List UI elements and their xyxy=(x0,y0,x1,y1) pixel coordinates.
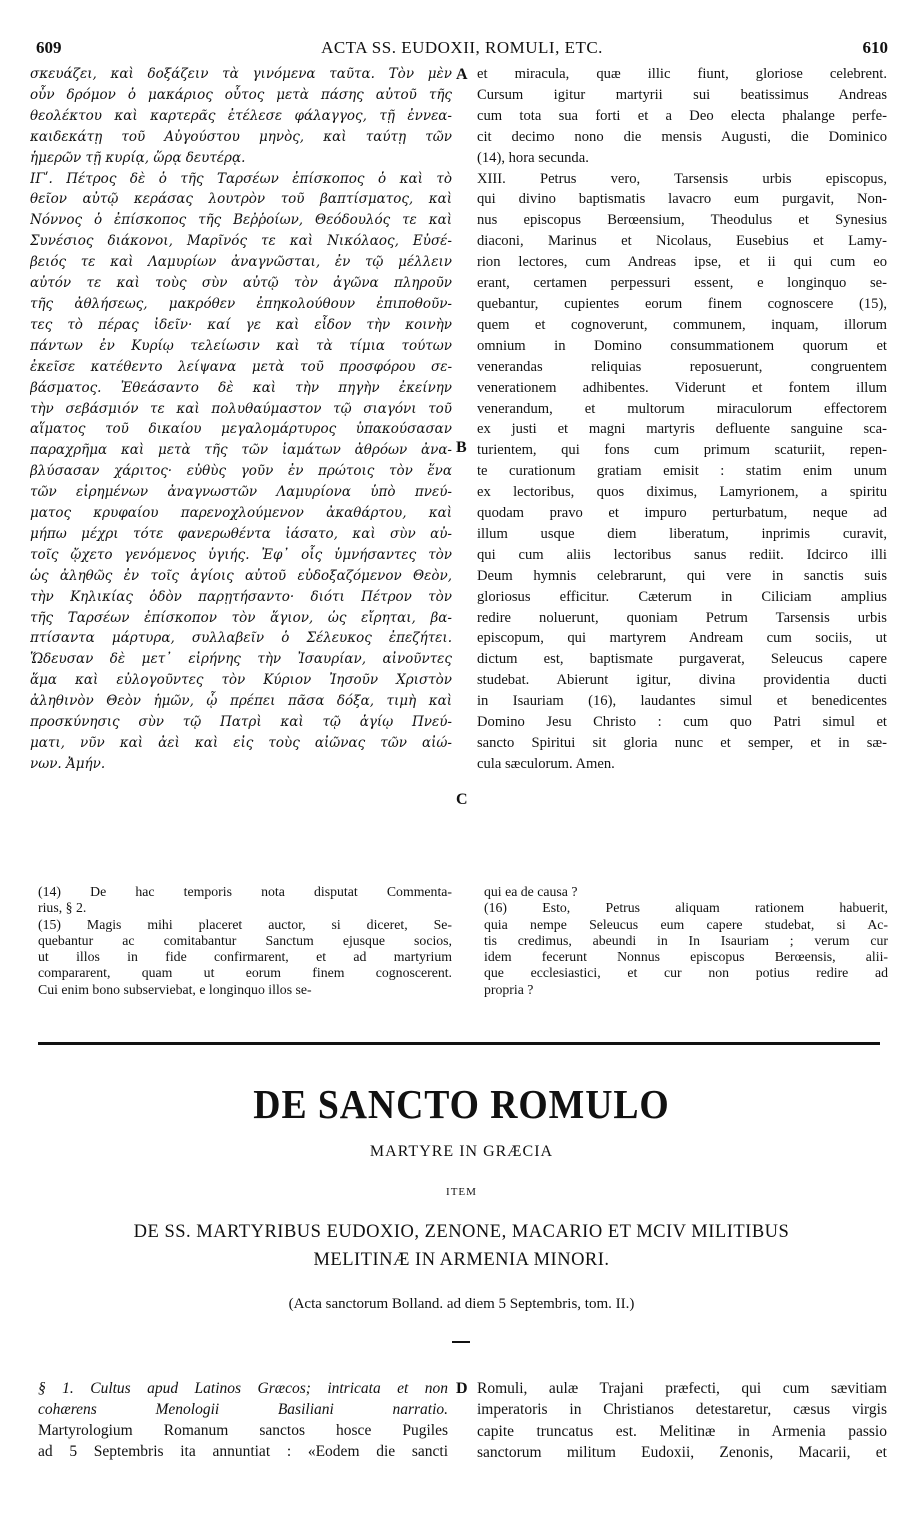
section-text-line: Romuli, aulæ Trajani præfecti, qui cum sævitiam xyxy=(477,1380,887,1397)
martyrs-heading-line2: MELITINÆ IN ARMENIA MINORI. xyxy=(313,1250,610,1270)
greek-text-line: τες τὸ πέρας ἰδεῖν· καί γε καὶ εἶδον τὴν κοινὴν xyxy=(30,316,452,333)
greek-text-line: καιδεκάτῃ τοῦ Αὐγούστου μηνὸς, καὶ ταύτῃ τῶν xyxy=(30,128,452,145)
latin-text-line: quodam pravo et impuro perturbatum, neque ad xyxy=(477,505,887,522)
latin-text-line: venerationem adhibentes. Viderunt et fontem illum xyxy=(477,379,887,396)
greek-text-line: ματι, νῦν καὶ ἀεὶ καὶ εἰς τοὺς αἰῶνας τῶν αἰώ- xyxy=(30,735,452,751)
greek-text-line: βειός τε καὶ Λαμυρίων ἀναγνῶσται, ἐν τῷ μέλλειν xyxy=(30,254,452,271)
footnote-line: (15) Magis mihi placeret auctor, si diceret, Se- xyxy=(38,916,452,932)
latin-text-line: dictum est, baptismate purgaverat, Seleucus capere xyxy=(477,651,887,668)
section1-right-column xyxy=(477,1378,887,1463)
greek-text-line: μήπω μέχρι τότε φανερωθέντα ἰάσατο, καὶ σὺν αὐ- xyxy=(30,525,452,542)
latin-text-line: te curationum gratiam emisit : statim enim unum xyxy=(477,463,887,480)
section-text-line: ad 5 Septembris ita annuntiat : «Eodem die sancti xyxy=(38,1443,448,1460)
latin-text-line: episcopum, qui martyrem Andream cum sociis, ut xyxy=(477,630,887,647)
section-text-line: sanctorum militum Eudoxii, Zenonis, Macarii, et xyxy=(477,1443,887,1461)
latin-text-line: erant, certamen perpessuri essent, e longinquo se- xyxy=(477,275,887,292)
greek-text-line: βάσματος. Ἐθεάσαντο δὲ καὶ τὴν πηγὴν ἐκείνην xyxy=(30,379,452,396)
greek-text-line: ΙΓʹ. Πέτρος δὲ ὁ τῆς Ταρσέων ἐπίσκοπος ὁ καὶ τὸ xyxy=(30,170,452,187)
footnote-line: quebantur ac comitabantur Sanctum ejusque socios, xyxy=(38,932,452,948)
latin-text-line: studebat. Abierunt igitur, divina providentia ducti xyxy=(477,672,887,689)
greek-text-line: ἡμερῶν τῇ κυρίᾳ, ὥρᾳ δευτέρᾳ. xyxy=(30,149,246,166)
left-page-number: 609 xyxy=(36,38,62,57)
footnote-line: Cui enim bono subserviebat, e longinquo illos se- xyxy=(38,981,312,997)
margin-marker-c: C xyxy=(456,791,468,808)
item-label: ITEM xyxy=(446,1186,477,1198)
greek-text-line: πτίσαντα μάρτυρα, συλλαβεῖν ὁ Σέλευκος ἐπεζήτει. xyxy=(30,630,452,647)
latin-text-line: Cursum igitur martyrii sui beatissimus Andreas xyxy=(477,86,887,103)
latin-text-line: sancto Spiritui sit gloria nunc et semper, et in sæ- xyxy=(477,735,887,751)
latin-text-line: diaconi, Marinus et Nicolaus, Eusebius et Lamy- xyxy=(477,233,887,250)
latin-text-line: cula sæculorum. Amen. xyxy=(477,755,615,772)
latin-text-line: illum usque diem liberatum, inprimis curavit, xyxy=(477,525,887,542)
greek-text-line: προσκύνησις σὺν τῷ Πατρὶ καὶ τῷ ἁγίῳ Πνεύ- xyxy=(30,714,452,731)
latin-text-line: (14), hora secunda. xyxy=(477,149,589,166)
latin-text-line: redire noluerunt, quoniam Petrum Tarsensis urbis xyxy=(477,609,887,626)
latin-text-line: et miracula, quæ illic fiunt, gloriose celebrent. xyxy=(477,66,887,82)
latin-text-line: venerandas reliquias reposuerunt, congruentem xyxy=(477,358,887,375)
latin-text-line: qui divino baptismatis lavacro eum purgavit, Non- xyxy=(477,191,887,208)
main-title: DE SANCTO ROMULO xyxy=(253,1081,670,1127)
footnote-line: (16) Esto, Petrus aliquam rationem habuerit, xyxy=(484,900,888,916)
footnotes-right xyxy=(484,884,888,998)
source-citation: (Acta sanctorum Bolland. ad diem 5 Septembris, tom. II.) xyxy=(288,1296,635,1312)
greek-text-line: παραχρῆμα καὶ μετὰ τῆς τῶν ἰαμάτων ἀθρόων ἀνα- xyxy=(30,442,452,459)
latin-text-line: qui cum aliis lectoribus sanus rediit. Idcirco illi xyxy=(477,546,887,563)
footnote-line: qui ea de causa ? xyxy=(484,884,578,899)
greek-text-line: τοῖς ᾤχετο γενόμενος ὑγιής. Ἐφ᾽ οἷς ὑμνήσαντες τὸν xyxy=(30,546,452,563)
section-text-line: imperatoris in Christianos detestaretur, cæsus virgis xyxy=(477,1401,887,1419)
latin-text-line: ex lectoribus, quos diximus, Lamyrionem, a spiritu xyxy=(477,484,887,501)
greek-text-line: θεολέκτου καὶ καρτερᾶς ἐτέλεσε φάλαγγος, τῇ ἐννεα- xyxy=(30,107,452,124)
latin-text-column xyxy=(477,64,887,775)
footnote-line: rius, § 2. xyxy=(38,900,87,916)
latin-text-line: in Isauriam (16), laudantes simul et benedicentes xyxy=(477,693,887,710)
section-text-line: cohærens Menologii Basiliani narratio. xyxy=(38,1401,448,1418)
short-rule xyxy=(452,1341,470,1343)
latin-text-line: Deum hymnis celebrarunt, qui vere in sanctis suis xyxy=(477,567,887,584)
latin-text-line: venerandum, et multorum miraculorum effectorem xyxy=(477,400,887,417)
footnote-line: tis credimus, abeundi in In Isauriam ; verum cur xyxy=(484,932,888,948)
section1-left-column xyxy=(38,1378,448,1462)
running-head xyxy=(36,38,888,62)
greek-text-line: τῆς ἀθλήσεως, μακρόθεν ἐπηκολούθουν ἐπιποθοῦν- xyxy=(30,295,452,312)
section-divider-rule xyxy=(38,1042,880,1045)
greek-text-column xyxy=(30,64,452,775)
greek-text-line: ὡς ἀληθῶς ἐν τοῖς ἁγίοις αὐτοῦ εὐδοξαζόμενον Θεὸν, xyxy=(30,567,452,584)
latin-text-line: rion lectores, cum Andreas ipse, et ii qui cum eo xyxy=(477,254,887,271)
margin-marker-b: B xyxy=(456,439,467,456)
footnote-line: compararent, quam ut eorum finem cognoscerent. xyxy=(38,965,452,981)
greek-text-line: τὴν σεβάσμιόν τε καὶ πολυθαύμαστον τῷ σιαγόνι τοῦ xyxy=(30,400,452,417)
right-page-number: 610 xyxy=(862,38,888,57)
greek-text-line: νων. Ἀμήν. xyxy=(30,755,106,772)
latin-text-line: quebantur, cupientes eorum finem cognoscere (15), xyxy=(477,295,887,312)
section-text-line: capite truncatus est. Melitinæ in Armenia passio xyxy=(477,1422,887,1440)
greek-text-line: Συνέσιος διάκονοι, Μαρῖνός τε καὶ Νικόλαος, Εὐσέ- xyxy=(30,233,452,250)
footnote-line: (14) De hac temporis nota disputat Commenta- xyxy=(38,884,452,899)
margin-marker-d: D xyxy=(456,1380,468,1397)
section-text-line: § 1. Cultus apud Latinos Græcos; intricata et non xyxy=(38,1380,448,1397)
latin-text-line: Domino Jesu Christo : cum quo Patri simul et xyxy=(477,714,887,731)
footnotes-left xyxy=(38,884,452,998)
greek-text-line: αὐτόν τε καὶ τοὺς σὺν αὐτῷ τὸν ἀγῶνα πληροῦν xyxy=(30,275,452,292)
greek-text-line: σκευάζει, καὶ δοξάζειν τὰ γινόμενα ταῦτα. Τὸν μὲν xyxy=(30,66,452,82)
greek-text-line: ἅμα καὶ εὐλογοῦντες τὸν Κύριον Ἰησοῦν Χριστὸν xyxy=(30,672,452,689)
martyrs-heading-line1: DE SS. MARTYRIBUS EUDOXIO, ZENONE, MACARIO ET MCIV MILITIBUS xyxy=(133,1222,790,1242)
greek-text-line: οὖν δρόμον ὁ μακάριος οὗτος μετὰ πάσης αὐτοῦ τῆς xyxy=(30,86,452,103)
latin-text-line: quem et cognoverunt, communem, inquam, illorum xyxy=(477,316,887,333)
greek-text-line: Ὥδευσαν δὲ μετ᾽ εἰρήνης τὴν Ἰσαυρίαν, αἰνοῦντες xyxy=(30,651,452,668)
greek-text-line: τῶν εἰρημένων ἀναγνωστῶν Λαμυρίονα ὑπὸ πνεύ- xyxy=(30,484,452,501)
greek-text-line: Νόννος ὁ ἐπίσκοπος τῆς Βεῤῥοίων, Θεόδουλός τε καὶ xyxy=(30,212,452,229)
latin-text-line: cit decimo nono die mensis Augusti, die Dominico xyxy=(477,128,887,145)
subtitle: MARTYRE IN GRÆCIA xyxy=(369,1143,554,1160)
footnote-line: quia nempe Seleucus eum capere studebat, si Ac- xyxy=(484,916,888,932)
greek-text-line: ἀληθινὸν Θεὸν ἡμῶν, ᾧ πρέπει πᾶσα δόξα, τιμὴ καὶ xyxy=(30,693,452,710)
footnote-line: propria ? xyxy=(484,981,534,997)
running-title: ACTA SS. EUDOXII, ROMULI, ETC. xyxy=(321,38,603,57)
greek-text-line: βλύσασαν χάριτος· εὐθὺς γοῦν ἐν πρώτοις τὸν ἕνα xyxy=(30,463,452,480)
footnote-line: idem fecerunt Nonnus episcopus Berœensis, alii- xyxy=(484,949,888,965)
footnote-line: que ecclesiastici, et cur non potius redire ad xyxy=(484,965,888,981)
greek-text-line: ματος κρυφαίου παρενοχλούμενον ἀκαθάρτου, καὶ xyxy=(30,505,452,522)
latin-text-line: gloriosus efficitur. Cæterum in Ciliciam amplius xyxy=(477,588,887,605)
footnote-line: ut illos in fide confirmarent, et ad martyrium xyxy=(38,949,452,965)
latin-text-line: XIII. Petrus vero, Tarsensis urbis episcopus, xyxy=(477,170,887,187)
section-text-line: Martyrologium Romanum sanctos hosce Pugiles xyxy=(38,1422,448,1439)
latin-text-line: turientem, qui fons cum primum scaturiit, repen- xyxy=(477,442,887,459)
latin-text-line: ex justi et magni martyris defluente sanguine sca- xyxy=(477,421,887,438)
greek-text-line: πάντων ἐν Κυρίῳ τελείωσιν καὶ τὰ τίμια τούτων xyxy=(30,337,452,354)
latin-text-line: omnium in Domino consummationem quorum et xyxy=(477,337,887,354)
latin-text-line: cum tota sua forti et a Deo electa phalange perfe- xyxy=(477,107,887,124)
greek-text-line: αἵματος τοῦ δικαίου μεγαλομάρτυρος ὑπακούσασαν xyxy=(30,421,452,438)
greek-text-line: τῆς Ταρσέων ἐπίσκοπον τὸν ἅγιον, ὡς εἴρηται, βα- xyxy=(30,609,452,626)
greek-text-line: ἐκεῖσε κατέθεντο λείψανα μετὰ τοῦ προσφόρου σε- xyxy=(30,358,452,375)
greek-text-line: τὴν Κηλικίας ὁδὸν παρῃτήσαντο· διότι Πέτρον τὸν xyxy=(30,588,452,605)
greek-text-line: θεῖον αὐτῷ κεράσας λουτρὸν τοῦ βαπτίσματος, καὶ xyxy=(30,191,452,208)
margin-marker-a: A xyxy=(456,66,468,83)
latin-text-line: nus episcopus Berœensium, Theodulus et Synesius xyxy=(477,212,887,229)
